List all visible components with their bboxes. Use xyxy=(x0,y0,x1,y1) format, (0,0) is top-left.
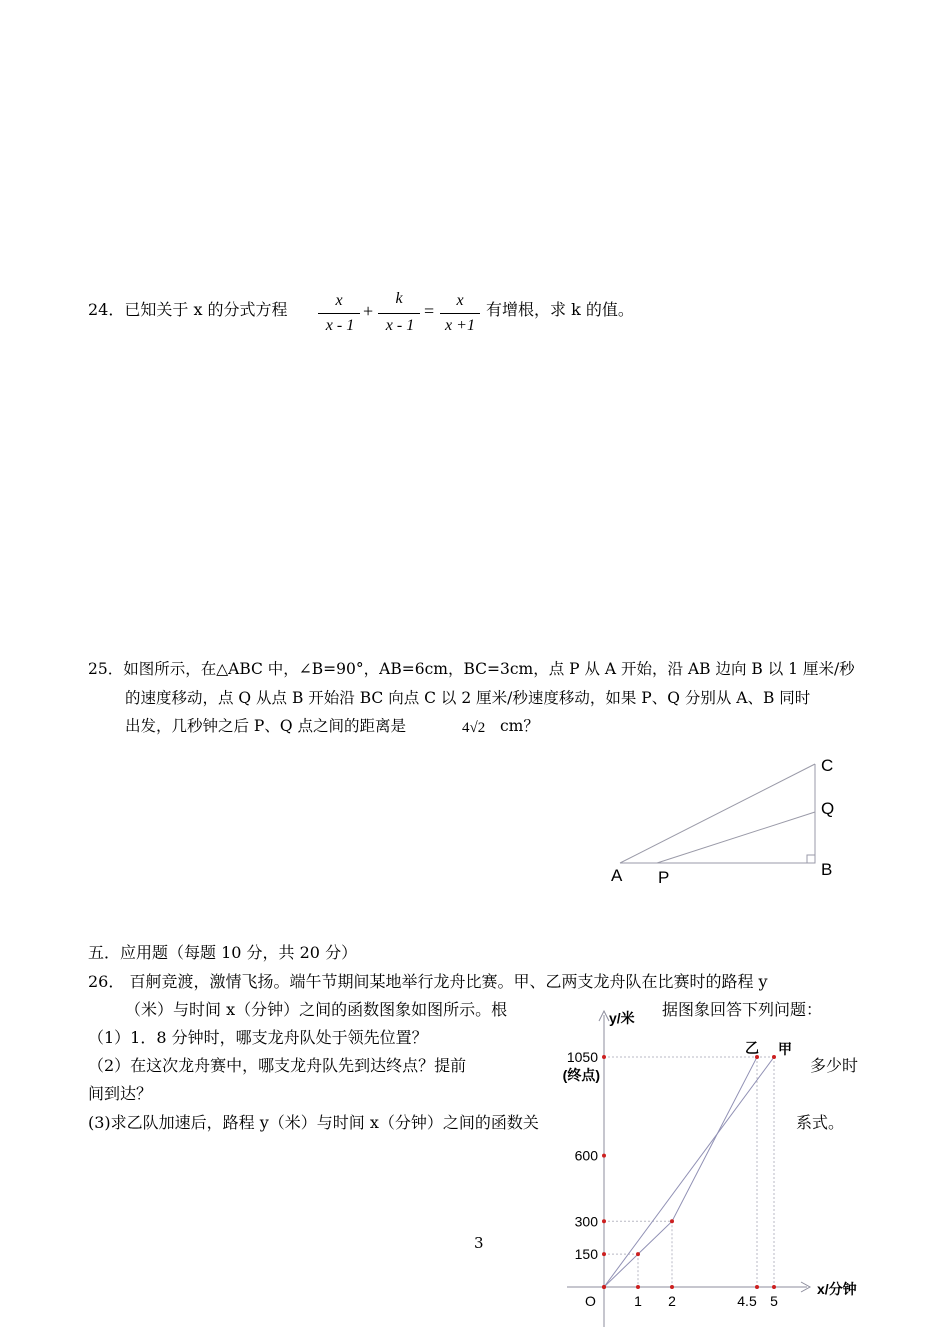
series-label-乙: 乙 xyxy=(745,1040,759,1057)
q26-line2-left: （米）与时间 x（分钟）之间的函数图象如图所示。根 xyxy=(125,1000,508,1019)
series-line-甲 xyxy=(604,1057,774,1287)
side-ac xyxy=(620,764,815,863)
q24-frac2-numerator: k xyxy=(395,290,403,307)
series-line-乙 xyxy=(604,1057,757,1287)
data-point-乙 xyxy=(670,1219,674,1223)
x-tick-label: 1 xyxy=(634,1293,642,1309)
q26-line2-right: 据图象回答下列问题： xyxy=(662,1000,823,1019)
y-axis-label: y/米 xyxy=(609,1010,635,1026)
q26-sub1: （1）1．8 分钟时，哪支龙舟队处于领先位置？ xyxy=(88,1028,428,1047)
q26-sub2-cont: 间到达？ xyxy=(88,1084,153,1103)
y-tick-dot xyxy=(602,1219,606,1223)
x-tick-dot xyxy=(636,1285,640,1289)
x-tick-label: 2 xyxy=(668,1293,676,1309)
q26-line1: 26． 百舸竞渡，激情飞扬。端午节期间某地举行龙舟比赛。甲、乙两支龙舟队在比赛时的路程 y xyxy=(88,972,768,991)
segment-pq xyxy=(657,812,815,863)
y-tick-label: 300 xyxy=(574,1213,598,1230)
label-p: P xyxy=(658,868,670,887)
y-tick-label: 600 xyxy=(574,1147,598,1164)
data-point-乙 xyxy=(602,1285,606,1289)
q24-frac1-numerator: x xyxy=(335,292,343,309)
q24-frac3-denominator: x +1 xyxy=(445,317,475,334)
y-tick-dot xyxy=(602,1055,606,1059)
q25-line2: 的速度移动，点 Q 从点 B 开始沿 BC 向点 C 以 2 厘米/秒速度移动，如果 P、Q 分别从 A、B 同时 xyxy=(125,689,811,707)
q26-sub2-left: （2）在这次龙舟赛中，哪支龙舟队先到达终点？提前 xyxy=(88,1056,467,1075)
q25-line3-before: 出发，几秒钟之后 P、Q 点之间的距离是 xyxy=(125,717,406,735)
x-tick-dot xyxy=(755,1285,759,1289)
q24-frac1-denominator: x - 1 xyxy=(325,317,355,334)
x-axis-label: x/分钟 xyxy=(817,1281,857,1297)
q24-frac3-numerator: x xyxy=(456,292,464,309)
right-angle-mark xyxy=(807,855,815,863)
q24-frac2-bar xyxy=(378,313,420,314)
q24-plus: + xyxy=(363,301,374,321)
q26-sub3-left: (3)求乙队加速后，路程 y（米）与时间 x（分钟）之间的函数关 xyxy=(88,1113,539,1132)
origin-label: O xyxy=(585,1293,596,1309)
x-tick-label: 4.5 xyxy=(737,1293,757,1309)
q25-line1: 25．如图所示，在△ABC 中，∠B=90°，AB=6cm，BC=3cm，点 P 从 A 开始，沿 AB 边向 B 以 1 厘米/秒 xyxy=(88,660,855,678)
x-tick-label: 5 xyxy=(770,1293,778,1309)
q24-frac3-bar xyxy=(440,313,480,314)
page-number: 3 xyxy=(474,1234,484,1252)
q24-frac2-denominator: x - 1 xyxy=(385,317,415,334)
chart-labels xyxy=(563,1010,857,1309)
q24-prefix: 24．已知关于 x 的分式方程 xyxy=(88,300,288,319)
y-tick-label: 150 xyxy=(574,1246,598,1263)
y-tick-dot xyxy=(602,1252,606,1256)
label-b: B xyxy=(821,860,833,879)
q26-sub3-right: 系式。 xyxy=(796,1113,845,1132)
x-tick-dot xyxy=(670,1285,674,1289)
triangle-figure xyxy=(600,750,850,890)
q26-sub2-right: 多少时 xyxy=(810,1056,859,1075)
data-point-甲 xyxy=(772,1055,776,1059)
race-chart xyxy=(545,1005,885,1335)
x-tick-dot xyxy=(772,1285,776,1289)
label-a: A xyxy=(611,866,623,885)
data-point-乙 xyxy=(636,1252,640,1256)
q24-frac1-bar xyxy=(318,313,360,314)
chart-series xyxy=(604,1057,774,1287)
q25-distance-value: 4√2 xyxy=(462,720,486,736)
q24-suffix: 有增根，求 k 的值。 xyxy=(486,300,634,319)
finish-label: (终点) xyxy=(562,1067,600,1084)
y-tick-label: 1050 xyxy=(566,1049,598,1066)
q25-line3-after: cm？ xyxy=(500,717,539,735)
label-c: C xyxy=(821,756,834,775)
y-tick-dot xyxy=(602,1154,606,1158)
section5-heading: 五．应用题（每题 10 分，共 20 分） xyxy=(88,943,358,962)
q24-equals: = xyxy=(424,301,435,321)
label-q: Q xyxy=(821,799,835,818)
series-label-甲: 甲 xyxy=(778,1041,792,1058)
